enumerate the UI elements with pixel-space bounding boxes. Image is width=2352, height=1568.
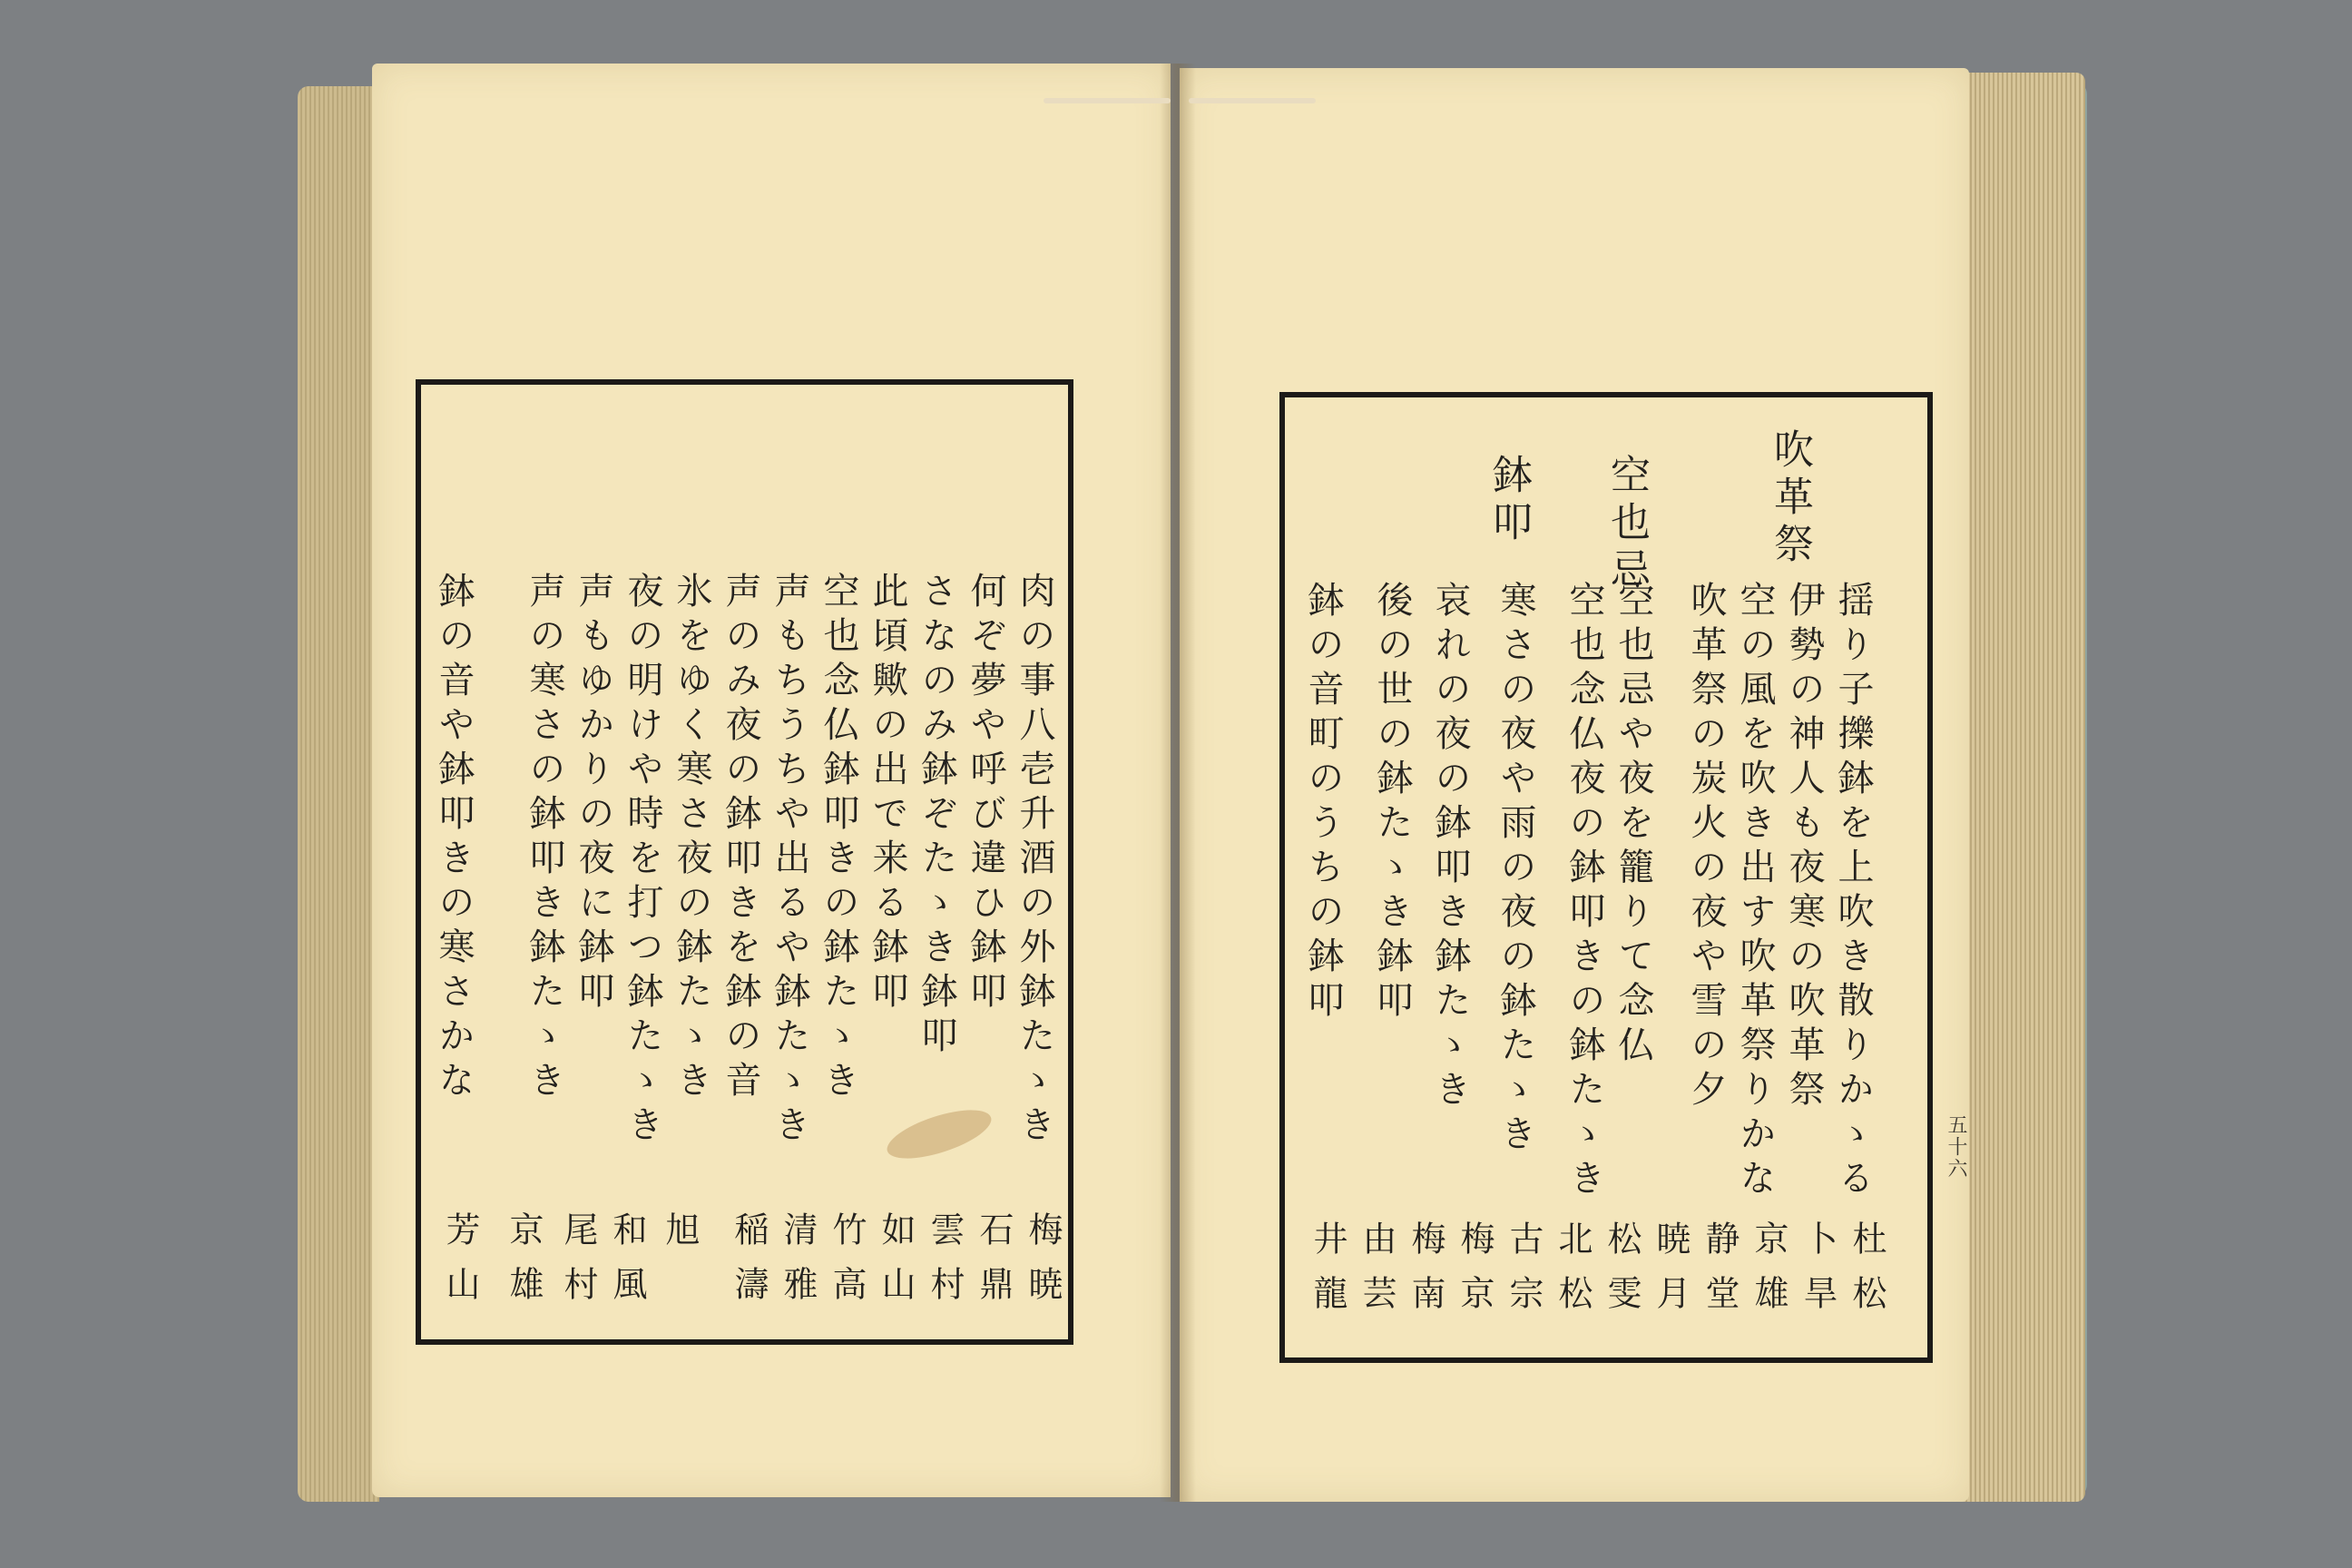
author-name: 北松 bbox=[1553, 1220, 1592, 1329]
verse-column: 寒さの夜や雨の夜の鉢たゝき bbox=[1494, 581, 1536, 1159]
binding-thread bbox=[1189, 98, 1316, 103]
author-name: 京雄 bbox=[1749, 1220, 1788, 1329]
verse-column: 声もゆかりの夜に鉢叩 bbox=[573, 572, 614, 1016]
author-name: 梅暁 bbox=[1023, 1211, 1063, 1320]
verse-column: 鉢の音町のうちの鉢叩 bbox=[1302, 581, 1344, 1025]
author-name: 芳山 bbox=[440, 1211, 480, 1320]
author-name: 清雅 bbox=[778, 1211, 818, 1320]
verse-column: 揺り子擽鉢を上吹き散りかゝる bbox=[1832, 581, 1874, 1203]
author-name: 和風 bbox=[607, 1211, 647, 1320]
verse-column: 夜の明けや時を打つ鉢たゝき bbox=[622, 572, 663, 1150]
verse-column: 空也忌や夜を籠りて念仏 bbox=[1612, 581, 1654, 1070]
verse-column: 伊勢の神人も夜寒の吹革祭 bbox=[1783, 581, 1825, 1114]
verse-column: 空の風を吹き出す吹革祭りかな bbox=[1734, 581, 1776, 1203]
author-name: 杜松 bbox=[1847, 1220, 1886, 1329]
author-name: 卜旱 bbox=[1798, 1220, 1838, 1329]
author-name: 竹高 bbox=[827, 1211, 867, 1320]
author-name: 尾村 bbox=[558, 1211, 598, 1320]
verse-column: 哀れの夜の鉢叩き鉢たゝき bbox=[1429, 581, 1471, 1114]
verse-column: 吹革祭の炭火の夜や雪の夕 bbox=[1685, 581, 1727, 1114]
author-name: 暁月 bbox=[1651, 1220, 1690, 1329]
verse-column: 空也念仏鉢叩きの鉢たゝき bbox=[818, 572, 859, 1105]
verse-column: 声のみ夜の鉢叩きを鉢の音 bbox=[720, 572, 761, 1105]
author-name: 京雄 bbox=[504, 1211, 544, 1320]
verse-column: 声の寒さの鉢叩き鉢たゝき bbox=[524, 572, 565, 1105]
book-gutter bbox=[1160, 64, 1196, 1502]
verse-column: 何ぞ夢や呼び違ひ鉢叩 bbox=[965, 572, 1006, 1016]
verse-column: 鉢の音や鉢叩きの寒さかな bbox=[433, 572, 475, 1105]
binding-thread bbox=[1044, 98, 1171, 103]
season-heading: 吹革祭 bbox=[1767, 428, 1813, 570]
author-name: 如山 bbox=[876, 1211, 916, 1320]
author-name: 雲村 bbox=[925, 1211, 965, 1320]
season-heading: 鉢叩 bbox=[1485, 454, 1532, 548]
verse-column: 肉の事八壱升酒の外鉢たゝき bbox=[1014, 572, 1055, 1150]
author-name: 松雯 bbox=[1602, 1220, 1642, 1329]
author-name: 梅南 bbox=[1406, 1220, 1446, 1329]
author-name: 梅京 bbox=[1455, 1220, 1494, 1329]
season-heading: 空也忌 bbox=[1603, 454, 1650, 595]
author-name: 井龍 bbox=[1308, 1220, 1348, 1329]
author-name: 由芸 bbox=[1357, 1220, 1396, 1329]
verse-column: 声もちうちや出るや鉢たゝき bbox=[769, 572, 810, 1150]
verse-column: 氷をゆく寒さ夜の鉢たゝき bbox=[671, 572, 712, 1105]
author-name: 石鼎 bbox=[974, 1211, 1014, 1320]
author-name: 静堂 bbox=[1700, 1220, 1740, 1329]
verse-column: 後の世の鉢たゝき鉢叩 bbox=[1371, 581, 1413, 1025]
author-name: 旭 bbox=[660, 1211, 700, 1266]
verse-column: さなのみ鉢ぞたゝき鉢叩 bbox=[916, 572, 957, 1061]
page-edges-left bbox=[298, 86, 379, 1502]
author-name: 古宗 bbox=[1504, 1220, 1544, 1329]
page-number: 五十六 bbox=[1945, 1114, 1967, 1180]
verse-column: 空也念仏夜の鉢叩きの鉢たゝき bbox=[1563, 581, 1605, 1203]
verse-column: 此頃歟の出で来る鉢叩 bbox=[867, 572, 908, 1016]
author-name: 稲濤 bbox=[729, 1211, 769, 1320]
page-edges-right bbox=[1958, 73, 2085, 1502]
